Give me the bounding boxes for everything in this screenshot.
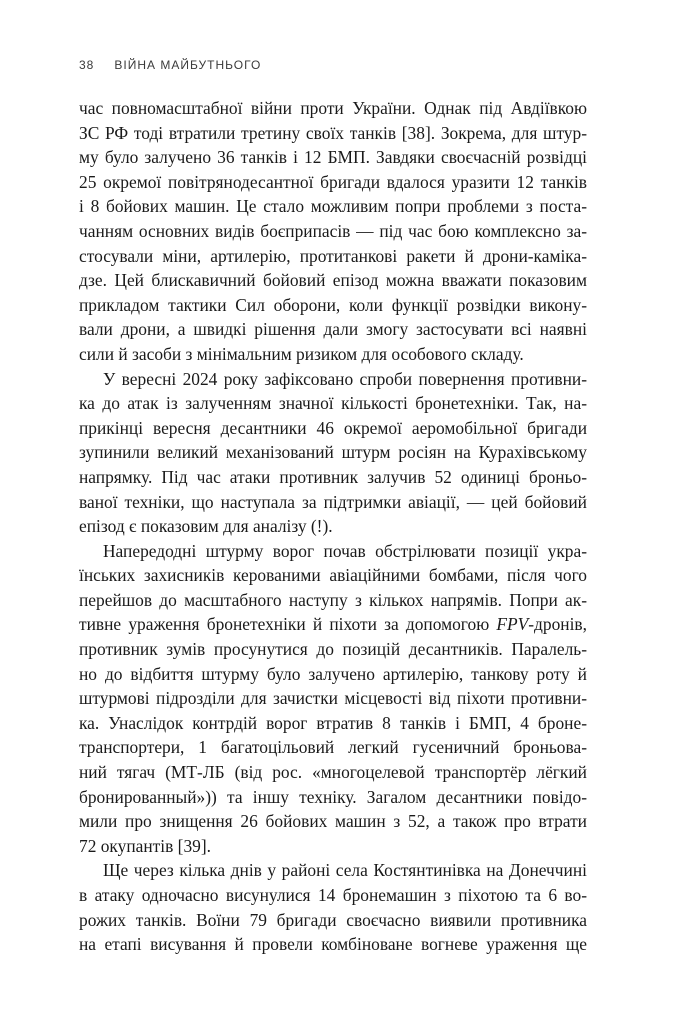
text-line: мили про знищення 26 бойових машин з 52, а також про втрати	[79, 811, 587, 832]
text-line: У вересні 2024 року зафіксовано спроби повернення противни-	[103, 368, 587, 389]
text-line: му було залучено 36 танків і 12 БМП. Завдяки своєчасній розвідці	[79, 147, 587, 168]
text-line: ЗС РФ тоді втратили третину своїх танків [38]. Зокрема, для штур-	[79, 122, 587, 143]
text-line: вали дрони, а швидкі рішення дали змогу застосувати всі наявні	[79, 319, 587, 340]
text-line: епізод є показовим для аналізу (!).	[79, 516, 333, 537]
text-line: Напередодні штурму ворог почав обстрілювати позиції укра-	[103, 540, 587, 561]
text-line: рожих танків. Воїни 79 бригади своєчасно виявили противника	[79, 909, 587, 930]
text-line: 25 окремої повітрянодесантної бригади вдалося уразити 12 танків	[79, 171, 587, 192]
text-line: сили й засоби з мінімальним ризиком для особового складу.	[79, 343, 524, 364]
text-line: но до відбиття штурму було залучено артилерію, танкову роту й	[79, 663, 587, 684]
text-line: штурмові підрозділи для зачистки місцевості від піхоти противни-	[79, 688, 587, 709]
text-line: в атаку одночасно висунулися 14 бронемашин з піхотою та 6 во-	[79, 885, 587, 905]
text-line: перейшов до масштабного наступу з кількох напрямів. Попри ак-	[79, 589, 587, 610]
text-line: час повномасштабної війни проти України. Однак під Авдіївкою	[79, 98, 587, 118]
text-line: противник зумів просунутися до позицій десантників. Паралель-	[79, 639, 587, 660]
text-line: їнських захисників керованими авіаційними бомбами, після чого	[79, 565, 587, 586]
text-line: прикладом тактики Сил оборони, коли функції розвідки викону-	[79, 294, 587, 315]
text-line: ний тягач (МТ-ЛБ (від рос. «многоцелевой транспортёр лёгкий	[79, 762, 587, 783]
text-line: ваної техніки, що наступала за підтримки авіації, — цей бойовий	[79, 491, 587, 512]
text-line: бронированный»)) та іншу техніку. Загалом десантники повідо-	[79, 786, 587, 807]
text-line: зупинили великий механізований штурм росіян на Курахівському	[79, 442, 587, 463]
running-header	[79, 58, 261, 72]
page-number: 38	[79, 58, 95, 72]
text-line: напрямку. Під час атаки противник залучив 52 одиниці броньо-	[79, 466, 587, 487]
text-line: Ще через кілька днів у районі села Костянтинівка на Донеччині	[103, 860, 587, 881]
text-line: ка до атак із залученням значної кількості бронетехніки. Так, на-	[79, 393, 587, 414]
book-title: ВІЙНА МАЙБУТНЬОГО	[114, 58, 262, 72]
text-line: тивне ураження бронетехніки й піхоти за допомогою FPV-дронів,	[79, 614, 587, 635]
text-line: прикінці вересня десантники 46 окремої аеромобільної бригади	[79, 417, 587, 438]
text-line: 72 окупантів [39].	[79, 835, 211, 856]
text-line: стосували міни, артилерію, протитанкові ракети й дрони-каміка-	[79, 245, 587, 266]
text-line: чанням основних видів боєприпасів — під час бою комплексно за-	[79, 220, 587, 241]
text-line: дзе. Цей блискавичний бойовий епізод можна вважати показовим	[79, 270, 587, 291]
text-line: транспортери, 1 багатоцільовий легкий гусеничний броньова-	[79, 737, 587, 758]
text-line: ка. Унаслідок контрдій ворог втратив 8 танків і БМП, 4 броне-	[79, 712, 587, 733]
text-line: і 8 бойових машин. Це стало можливим попри проблеми з поста-	[79, 196, 587, 217]
text-line: на етапі висування й провели комбіноване вогневе ураження ще	[79, 934, 587, 955]
body-text	[79, 96, 587, 957]
